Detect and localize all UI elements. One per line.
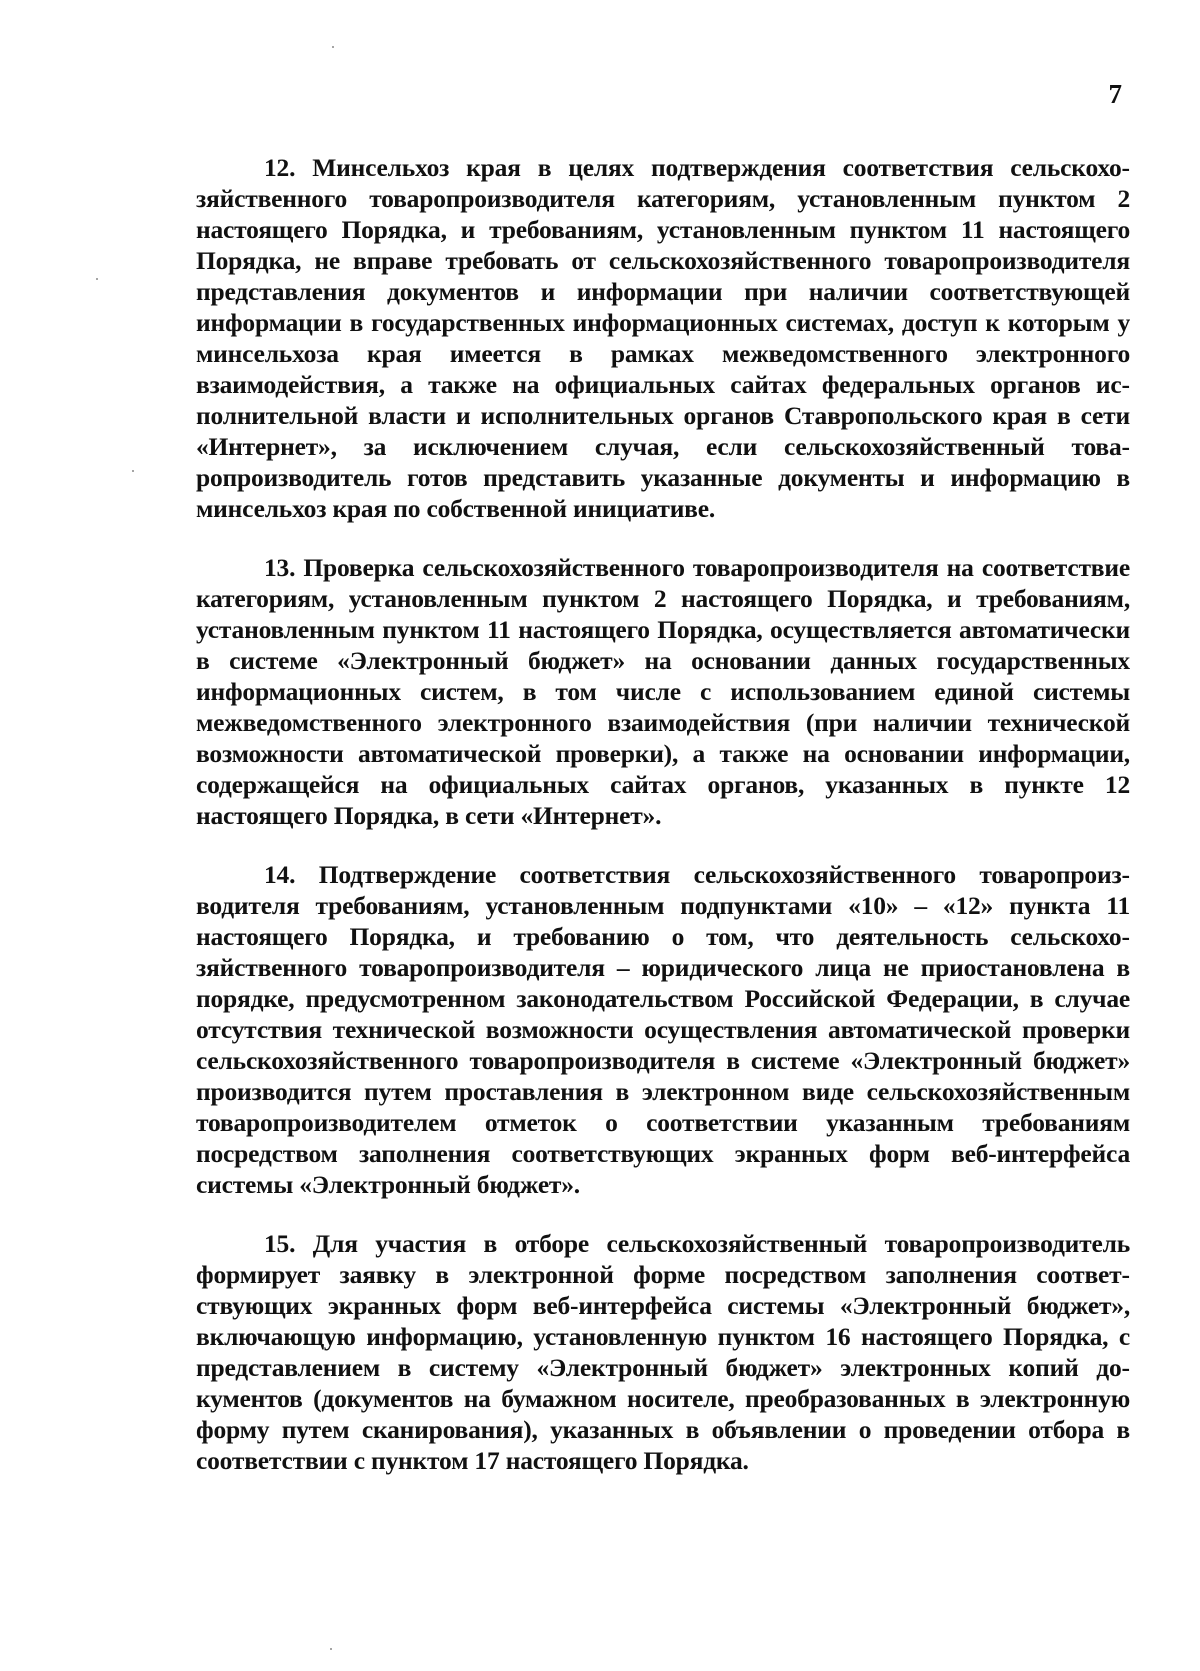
scan-speck: [96, 278, 98, 280]
scan-speck: [330, 1648, 332, 1650]
scan-speck: [132, 470, 134, 472]
paragraph-12: 12. Минсельхоз края в целях подтверждения соответствия сельскохозяйственного товаропроизводителя категориям, установленным пунктом 2 настоящего Порядка, и требованиям, установленным пунктом 11 настоящего Порядка, не вправе требовать от сельскохозяйственного товаропроизводителя представления документов и информации при наличии соответствующей информации в государственных информационных системах, доступ к которым у минсельхоза края имеется в рамках межведомственного электронного взаимодействия, а также на официальных сайтах федеральных органов исполнительной власти и исполнительных органов Ставропольского края в сети «Интернет», за исключением случая, если сельскохозяйственный товаропроизводитель готов представить указанные документы и информацию в минсельхоз края по собственной инициативе.: [196, 153, 1130, 523]
page-number: 7: [1108, 79, 1122, 109]
scan-speck: [332, 46, 334, 48]
document-body: [196, 152, 1130, 1504]
paragraph-14: 14. Подтверждение соответствия сельскохозяйственного товаропроизводителя требованиям, установленным подпунктами «10» – «12» пункта 11 настоящего Порядка, и требованию о том, что деятельность сельскохозяйственного товаропроизводителя – юридического лица не приостановлена в порядке, предусмотренном законодательством Российской Федерации, в случае отсутствия технической возможности осуществления автоматической проверки сельскохозяйственного товаропроизводителя в системе «Электронный бюджет» производится путем проставления в электронном виде сельскохозяйственным товаропроизводителем отметок о соответствии указанным требованиям посредством заполнения соответствующих экранных форм веб-интерфейса системы «Электронный бюджет».: [196, 860, 1130, 1199]
paragraph-15: 15. Для участия в отборе сельскохозяйственный товаропроизводитель формирует заявку в электронной форме посредством заполнения соответствующих экранных форм веб-интерфейса системы «Электронный бюджет», включающую информацию, установленную пунктом 16 настоящего Порядка, с представлением в систему «Электронный бюджет» электронных копий документов (документов на бумажном носителе, преобразованных в электронную форму путем сканирования), указанных в объявлении о проведении отбора в соответствии с пунктом 17 настоящего Порядка.: [196, 1229, 1130, 1475]
paragraph-13: 13. Проверка сельскохозяйственного товаропроизводителя на соответствие категориям, установленным пунктом 2 настоящего Порядка, и требованиям, установленным пунктом 11 настоящего Порядка, осуществляется автоматически в системе «Электронный бюджет» на основании данных государственных информационных систем, в том числе с использованием единой системы межведомственного электронного взаимодействия (при наличии технической возможности автоматической проверки), а также на основании информации, содержащейся на официальных сайтах органов, указанных в пункте 12 настоящего Порядка, в сети «Интернет».: [196, 553, 1130, 830]
